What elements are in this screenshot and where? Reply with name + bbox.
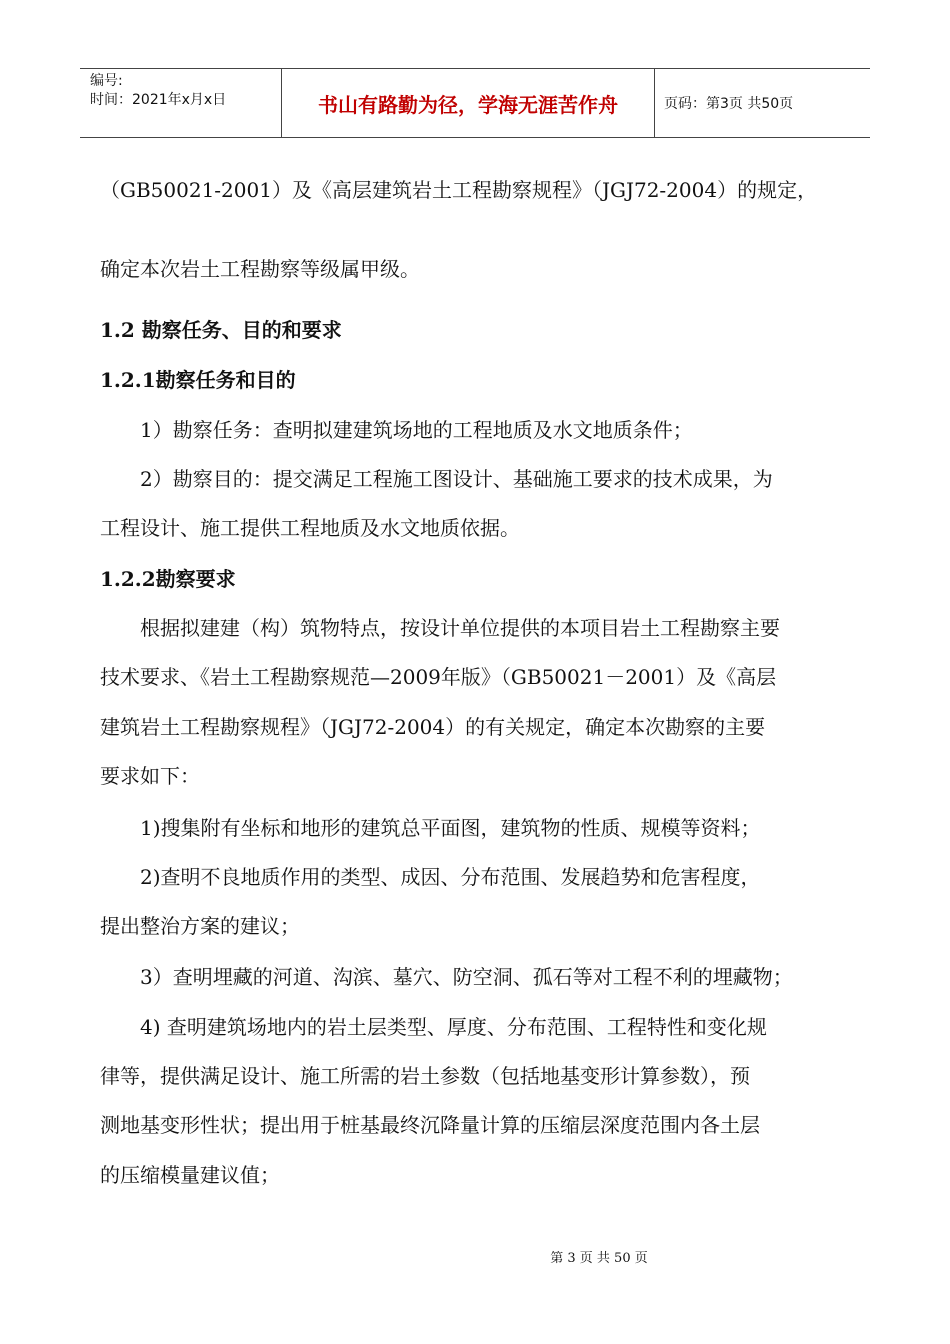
body-line: 技术要求、《岩土工程勘察规范—2009年版》（GB50021－2001）及《高层 — [100, 665, 777, 689]
section-heading: 1.2 勘察任务、目的和要求 — [100, 318, 342, 342]
body-line: 1)搜集附有坐标和地形的建筑总平面图，建筑物的性质、规模等资料； — [140, 816, 761, 840]
body-line: 2）勘察目的：提交满足工程施工图设计、基础施工要求的技术成果，为 — [140, 467, 773, 491]
body-line: 的压缩模量建议值； — [100, 1163, 280, 1187]
doc-date-label: 时间：2021年x月x日 — [90, 92, 227, 108]
body-line: 确定本次岩土工程勘察等级属甲级。 — [100, 257, 420, 281]
header-page-number: 页码：第3页 共50页 — [664, 96, 794, 112]
body-line: 3）查明埋藏的河道、沟滨、墓穴、防空洞、孤石等对工程不利的埋藏物； — [140, 965, 793, 989]
body-line: 工程设计、施工提供工程地质及水文地质依据。 — [100, 516, 520, 540]
header-meta — [80, 69, 282, 137]
subsection-heading: 1.2.1勘察任务和目的 — [100, 368, 296, 392]
body-line: 提出整治方案的建议； — [100, 914, 300, 938]
body-line: 1）勘察任务：查明拟建建筑场地的工程地质及水文地质条件； — [140, 418, 693, 442]
subsection-heading: 1.2.2勘察要求 — [100, 567, 236, 591]
doc-number-label: 编号: — [90, 73, 123, 89]
footer-page-number: 第 3 页 共 50 页 — [550, 1251, 648, 1266]
body-line: 律等，提供满足设计、施工所需的岩土参数（包括地基变形计算参数），预 — [100, 1064, 750, 1088]
body-line: 建筑岩土工程勘察规程》（JGJ72-2004）的有关规定，确定本次勘察的主要 — [100, 715, 766, 739]
body-line: （GB50021-2001）及《高层建筑岩土工程勘察规程》（JGJ72-2004）的规定， — [100, 178, 818, 202]
body-line: 4) 查明建筑场地内的岩土层类型、厚度、分布范围、工程特性和变化规 — [140, 1015, 767, 1039]
body-line: 2)查明不良地质作用的类型、成因、分布范围、发展趋势和危害程度， — [140, 865, 761, 889]
body-line: 根据拟建建（构）筑物特点，按设计单位提供的本项目岩土工程勘察主要 — [140, 616, 780, 640]
page-header — [80, 68, 870, 138]
body-line: 测地基变形性状；提出用于桩基最终沉降量计算的压缩层深度范围内各土层 — [100, 1113, 760, 1137]
body-line: 要求如下： — [100, 764, 200, 788]
page-footer — [0, 1247, 950, 1266]
header-motto: 书山有路勤为径，学海无涯苦作舟 — [282, 69, 655, 137]
